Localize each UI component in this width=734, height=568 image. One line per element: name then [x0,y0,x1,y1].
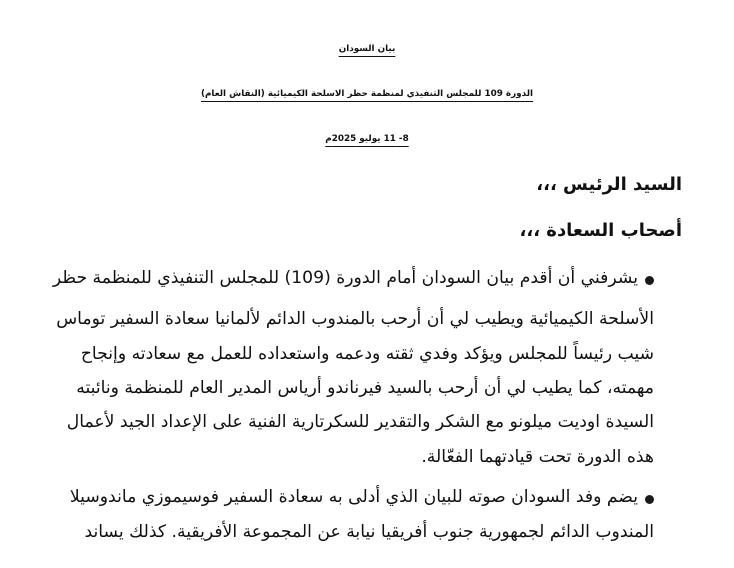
date-heading: 8- 11 يوليو 2025م [325,134,409,144]
salutation-excellencies: أصحاب السعادة ،،، [519,220,682,241]
paragraph-2-line: يضم وفد السودان صوته للبيان الذي أدلى به سعادة السفير فوسيموزي ماندوسيلا [69,487,638,507]
paragraph-1-line: هذه الدورة تحت قيادتهما الفعّالة. [421,447,654,467]
paragraph-1-line: مهمته، كما يطيب لي أن أرحب بالسيد فيرناندو أرياس المدير العام للمنظمة ونائبته [76,378,654,398]
salutation-president: السيد الرئيس ،،، [536,174,682,195]
paragraph-2-line: المندوب الدائم لجمهورية جنوب أفريقيا نيابة عن المجموعة الأفريقية. كذلك يساند [84,522,654,542]
paragraph-1-line: الأسلحة الكيميائية ويطيب لي أن أرحب بالمندوب الدائم لألمانيا سعادة السفير توماس [56,309,654,329]
session-heading: الدورة 109 للمجلس التنفيذي لمنظمة حظر الاسلحة الكيميائية (النقاش العام) [200,89,534,99]
document-title: بيان السودان [338,44,396,54]
paragraph-1-line: السيدة اوديت ميلونو مع الشكر والتقدير للسكرتارية الفنية على الإعداد الجيد لأعمال [66,412,654,432]
paragraph-1-line: يشرفني أن أقدم بيان السودان أمام الدورة (109) للمجلس التنفيذي للمنظمة حظر [52,268,638,288]
bullet-icon [645,495,654,504]
paragraph-1-line: شيب رئيساً للمجلس ويؤكد وفدي ثقته ودعمه واستعداده للعمل مع سعادته وإنجاح [80,344,654,364]
bullet-icon [645,276,654,285]
